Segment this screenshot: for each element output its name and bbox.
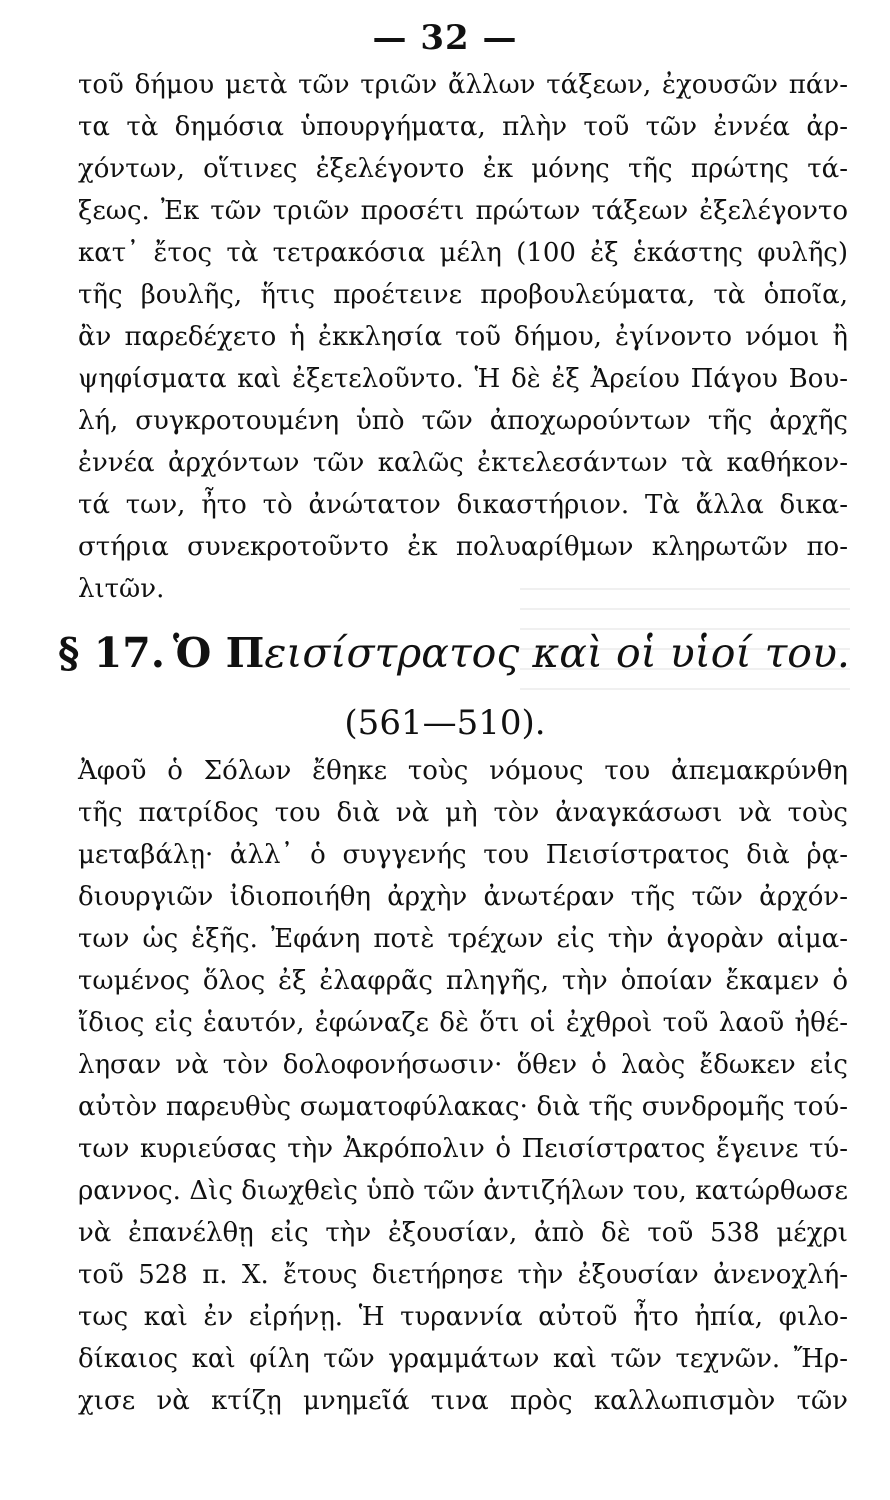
text-line: στήρια συνεκροτοῦντο ἐκ πολυαρίθμων κληρωτῶν πο- bbox=[78, 532, 848, 562]
text-line: αὐτὸν παρευθὺς σωματοφύλακας· διὰ τῆς συνδρομῆς τού- bbox=[78, 1092, 848, 1122]
section-heading bbox=[58, 618, 858, 688]
text-line: τοῦ 528 π. Χ. ἔτους διετήρησε τὴν ἐξουσίαν ἀνενοχλή- bbox=[78, 1260, 848, 1290]
text-line: χισε νὰ κτίζῃ μνημεῖά τινα πρὸς καλλωπισμὸν τῶν bbox=[78, 1386, 848, 1416]
text-line: κατ᾽ ἔτος τὰ τετρακόσια μέλη (100 ἐξ ἑκάστης φυλῆς) bbox=[78, 238, 848, 268]
text-line: ἴδιος εἰς ἑαυτόν, ἐφώναζε δὲ ὅτι οἱ ἐχθροὶ τοῦ λαοῦ ἠθέ- bbox=[78, 1008, 848, 1038]
section-number: § 17. bbox=[58, 629, 166, 677]
text-line: των ὡς ἑξῆς. Ἐφάνη ποτὲ τρέχων εἰς τὴν ἀγορὰν αἱμα- bbox=[78, 924, 848, 954]
page-number-header: — 32 — bbox=[372, 18, 518, 58]
text-line: λιτῶν. bbox=[78, 574, 165, 604]
text-line: τῆς πατρίδος του διὰ νὰ μὴ τὸν ἀναγκάσωσι νὰ τοὺς bbox=[78, 798, 848, 828]
text-line: τά των, ἦτο τὸ ἀνώτατον δικαστήριον. Τὰ ἄλλα δικα- bbox=[78, 490, 848, 520]
text-line: λησαν νὰ τὸν δολοφονήσωσιν· ὅθεν ὁ λαὸς ἔδωκεν εἰς bbox=[78, 1050, 848, 1080]
text-line: ψηφίσματα καὶ ἐξετελοῦντο. Ἡ δὲ ἐξ Ἀρείου Πάγου Βου- bbox=[78, 364, 848, 394]
section-years: (561—510). bbox=[344, 703, 546, 743]
text-line: χόντων, οἵτινες ἐξελέγοντο ἐκ μόνης τῆς πρώτης τά- bbox=[78, 154, 848, 184]
text-line: διουργιῶν ἰδιοποιήθη ἀρχὴν ἀνωτέραν τῆς τῶν ἀρχόν- bbox=[78, 882, 848, 912]
text-line: τωμένος ὅλος ἐξ ἐλαφρᾶς πληγῆς, τὴν ὁποίαν ἔκαμεν ὁ bbox=[78, 966, 848, 996]
text-line: τῆς βουλῆς, ἥτις προέτεινε προβουλεύματα, τὰ ὁποῖα, bbox=[78, 280, 848, 310]
text-line: τως καὶ ἐν εἰρήνῃ. Ἡ τυραννία αὐτοῦ ἦτο ἠπία, φιλο- bbox=[78, 1302, 848, 1332]
text-line: ραννος. Δὶς διωχθεὶς ὑπὸ τῶν ἀντιζήλων του, κατώρθωσε bbox=[78, 1176, 848, 1206]
text-line: Ἀφοῦ ὁ Σόλων ἔθηκε τοὺς νόμους του ἀπεμακρύνθη bbox=[78, 756, 848, 786]
text-line: δίκαιος καὶ φίλη τῶν γραμμάτων καὶ τῶν τεχνῶν. Ἤρ- bbox=[78, 1344, 848, 1374]
text-line: των κυριεύσας τὴν Ἀκρόπολιν ὁ Πεισίστρατος ἔγεινε τύ- bbox=[78, 1134, 848, 1164]
text-line: ξεως. Ἐκ τῶν τριῶν προσέτι πρώτων τάξεων ἐξελέγοντο bbox=[78, 196, 848, 226]
text-line: λή, συγκροτουμένη ὑπὸ τῶν ἀποχωρούντων τῆς ἀρχῆς bbox=[78, 406, 848, 436]
text-line: ἂν παρεδέχετο ἡ ἐκκλησία τοῦ δήμου, ἐγίνοντο νόμοι ἢ bbox=[78, 322, 848, 352]
paragraph-athenian-institutions bbox=[78, 64, 848, 610]
paragraph-peisistratos bbox=[78, 750, 848, 1422]
text-line: ἐννέα ἀρχόντων τῶν καλῶς ἐκτελεσάντων τὰ καθήκον- bbox=[78, 448, 848, 478]
text-line: νὰ ἐπανέλθῃ εἰς τὴν ἐξουσίαν, ἀπὸ δὲ τοῦ 538 μέχρι bbox=[78, 1218, 848, 1248]
section-title-start: Ὁ Π bbox=[173, 629, 265, 677]
section-title: εισίστρατος καὶ οἱ υἱοί του. bbox=[264, 629, 850, 677]
text-line: μεταβάλῃ· ἀλλ᾽ ὁ συγγενής του Πεισίστρατος διὰ ῥᾳ- bbox=[78, 840, 848, 870]
text-line: τα τὰ δημόσια ὑπουργήματα, πλὴν τοῦ τῶν ἐννέα ἀρ- bbox=[78, 112, 848, 142]
text-line: τοῦ δήμου μετὰ τῶν τριῶν ἄλλων τάξεων, ἐχουσῶν πάν- bbox=[78, 70, 848, 100]
